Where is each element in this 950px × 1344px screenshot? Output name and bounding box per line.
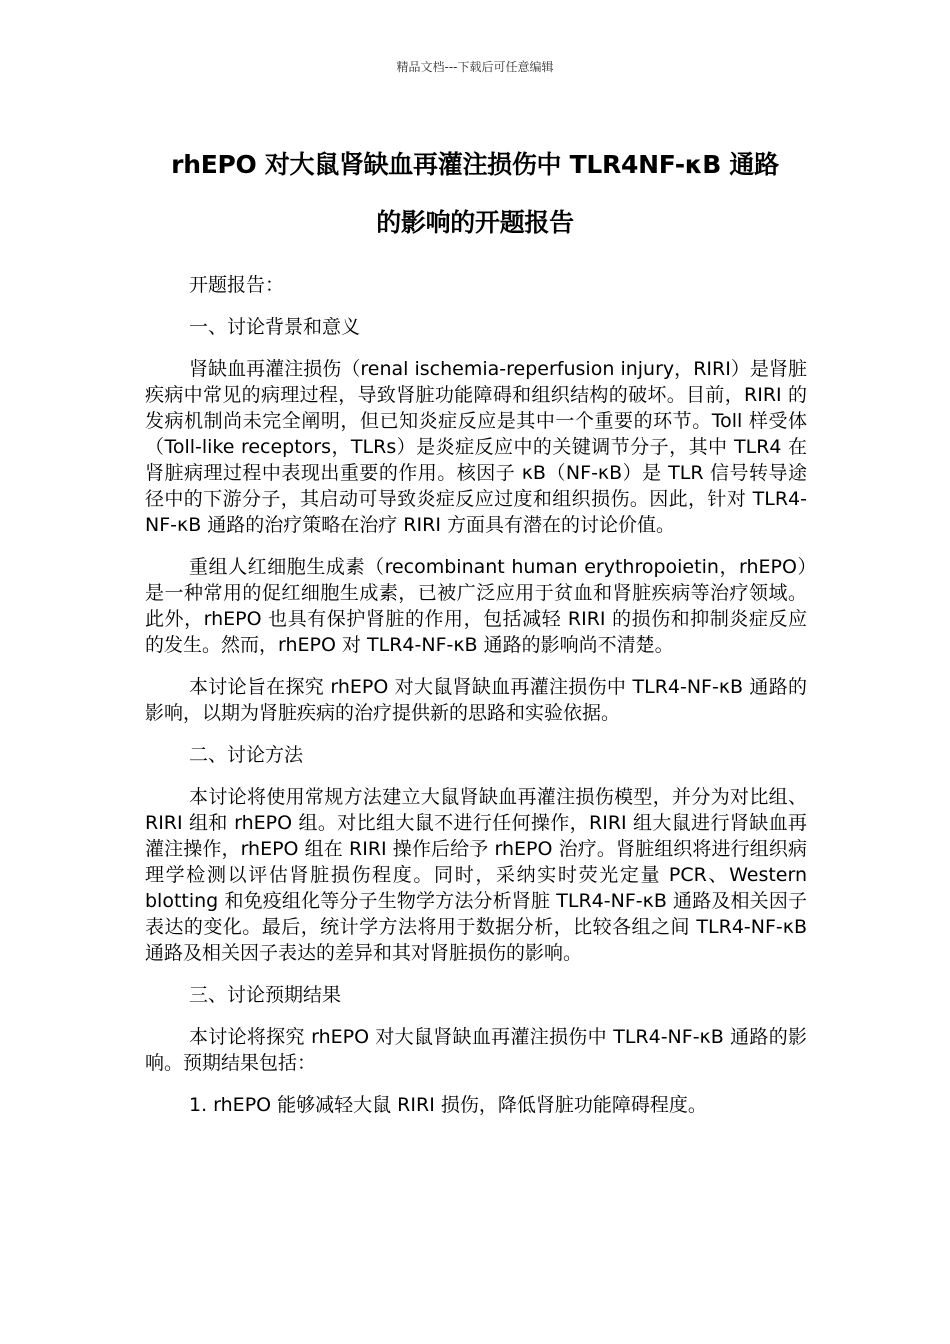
paragraph-methods: 本讨论将使用常规方法建立大鼠肾缺血再灌注损伤模型，并分为对比组、RIRI 组和 rhEPO 组。对比组大鼠不进行任何操作，RIRI 组大鼠进行肾缺血再灌注操作，rhEPO 组在 RIRI 操作后给予 rhEPO 治疗。肾脏组织将进行组织病理学检测以评估肾脏损伤程度。同时，采纳实时荧光定量 PCR、Western blotting 和免疫组化等分子生物学方法分析肾脏 TLR4-NF-κB 通路及相关因子表达的变化。最后，统计学方法将用于数据分析，比较各组之间 TLR4-NF-κB 通路及相关因子表达的差异和其对肾脏损伤的影响。 bbox=[145, 786, 807, 964]
list-item-result-1: 1. rhEPO 能够减轻大鼠 RIRI 损伤，降低肾脏功能障碍程度。 bbox=[189, 1094, 707, 1116]
section-heading-methods: 二、讨论方法 bbox=[189, 744, 304, 766]
paragraph-background-2: 重组人红细胞生成素（recombinant human erythropoietin，rhEPO）是一种常用的促红细胞生成素，已被广泛应用于贫血和肾脏疾病等治疗领域。此外，rhEPO 也具有保护肾脏的作用，包括减轻 RIRI 的损伤和抑制炎症反应的发生。然而，rhEPO 对 TLR4-NF-κB 通路的影响尚不清楚。 bbox=[145, 556, 807, 656]
paragraph-expected-results: 本讨论将探究 rhEPO 对大鼠肾缺血再灌注损伤中 TLR4-NF-κB 通路的影响。预期结果包括： bbox=[145, 1026, 807, 1074]
section-heading-expected-results: 三、讨论预期结果 bbox=[189, 984, 342, 1006]
section-label-report: 开题报告： bbox=[189, 274, 285, 296]
paragraph-background-1: 肾缺血再灌注损伤（renal ischemia-reperfusion injury，RIRI）是肾脏疾病中常见的病理过程，导致肾脏功能障碍和组织结构的破坏。目前，RIRI 的发病机制尚未完全阐明，但已知炎症反应是其中一个重要的环节。Toll 样受体（Toll-like receptors，TLRs）是炎症反应中的关键调节分子，其中 TLR4 在肾脏病理过程中表现出重要的作用。核因子 κB（NF-κB）是 TLR 信号转导途径中的下游分子，其启动可导致炎症反应过度和组织损伤。因此，针对 TLR4-NF-κB 通路的治疗策略在治疗 RIRI 方面具有潜在的讨论价值。 bbox=[145, 358, 807, 536]
title-line-1: rhEPO 对大鼠肾缺血再灌注损伤中 TLR4NF-κB 通路 bbox=[171, 150, 779, 179]
document-body bbox=[145, 272, 807, 1134]
section-heading-background: 一、讨论背景和意义 bbox=[189, 316, 361, 338]
title-line-2: 的影响的开题报告 bbox=[376, 208, 574, 237]
document-title bbox=[120, 136, 830, 252]
paragraph-background-3: 本讨论旨在探究 rhEPO 对大鼠肾缺血再灌注损伤中 TLR4-NF-κB 通路的影响，以期为肾脏疾病的治疗提供新的思路和实验依据。 bbox=[145, 676, 807, 724]
page-header: 精品文档---下载后可任意编辑 bbox=[396, 60, 554, 74]
